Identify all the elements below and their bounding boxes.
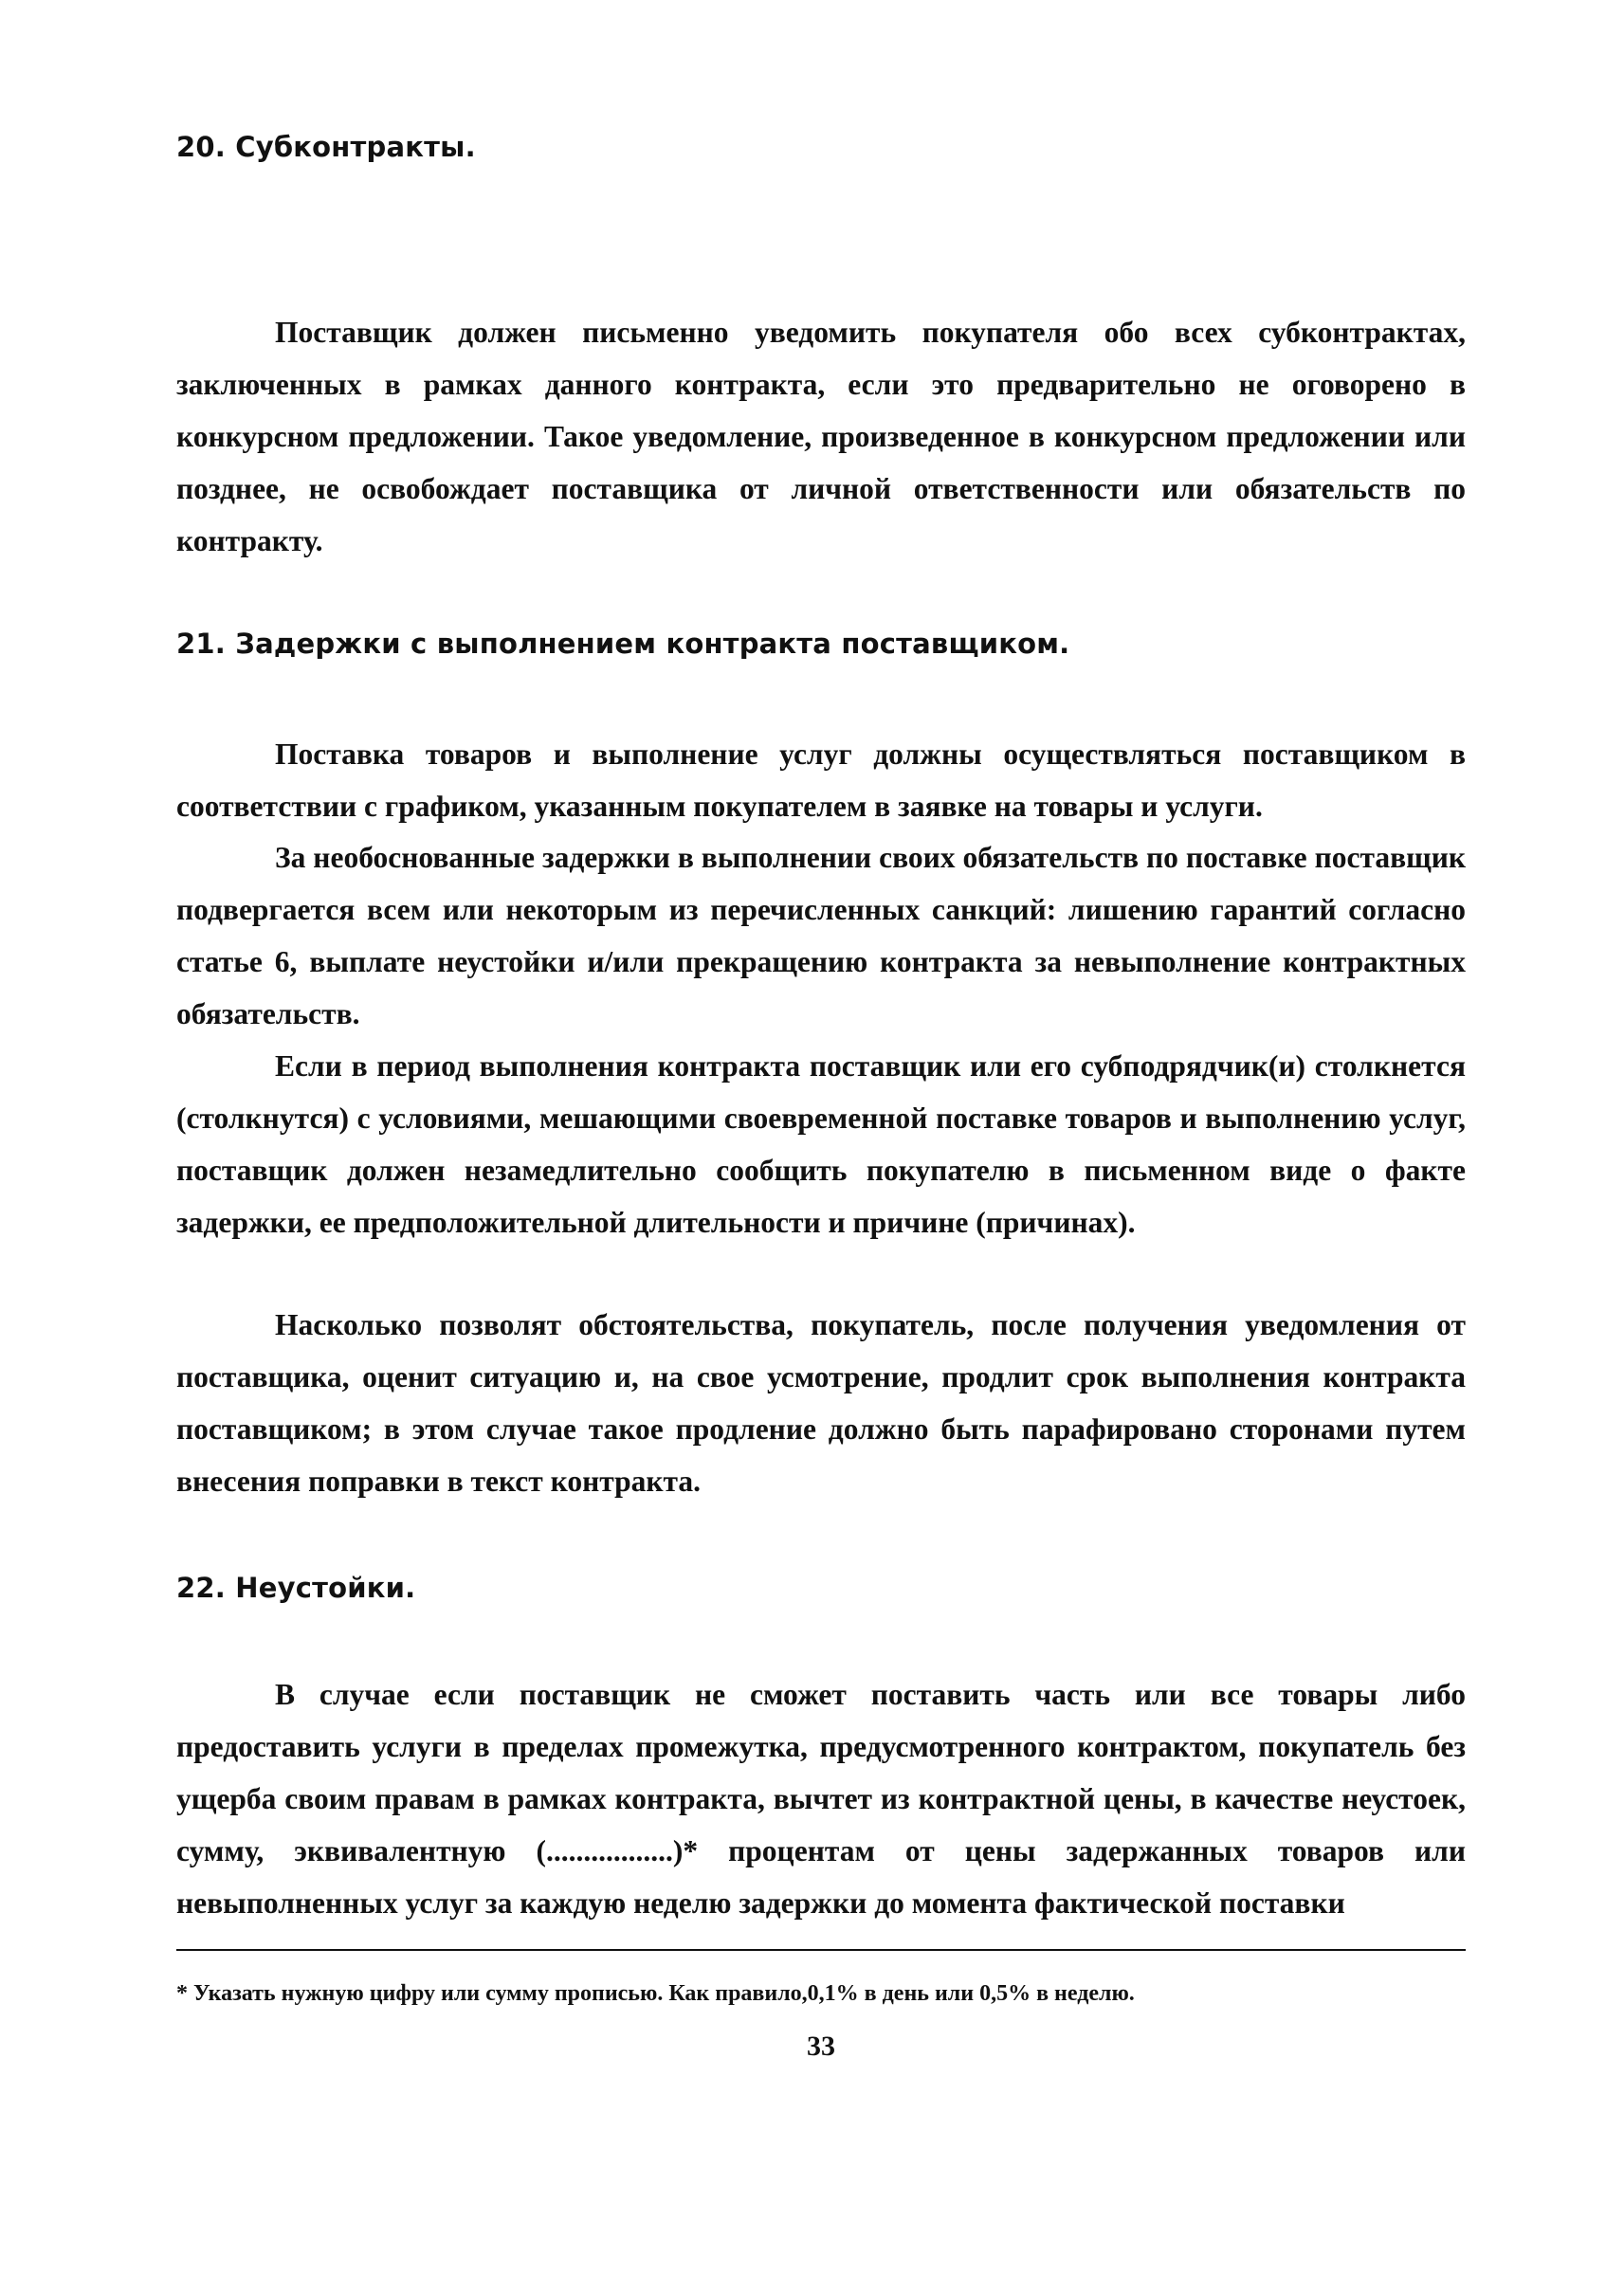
document-page <box>176 0 1466 2295</box>
section-22-heading: 22. Неустойки. <box>176 1572 416 1604</box>
section-21-heading: 21. Задержки с выполнением контракта поставщиком. <box>176 628 1070 660</box>
section-21-paragraph-4: Насколько позволят обстоятельства, покупатель, после получения уведомления от поставщика, оценит ситуацию и, на свое усмотрение, продлит срок выполнения контракта поставщиком; в этом случае такое продление должно быть парафировано сторонами путем внесения поправки в текст контракта. <box>176 1308 1466 1498</box>
section-21-paragraph-1: Поставка товаров и выполнение услуг должны осуществляться поставщиком в соответствии с графиком, указанным покупателем в заявке на товары и услуги. <box>176 738 1466 823</box>
page-number: 33 <box>807 2031 835 2062</box>
section-20-heading: 20. Субконтракты. <box>176 131 476 163</box>
section-20-paragraph-1: Поставщик должен письменно уведомить покупателя обо всех субконтрактах, заключенных в рамках данного контракта, если это предварительно не оговорено в конкурсном предложении. Такое уведомление, произведенное в конкурсном предложении или позднее, не освобождает поставщика от личной ответственности или обязательств по контракту. <box>176 316 1466 557</box>
section-21-paragraph-2: За необоснованные задержки в выполнении своих обязательств по поставке поставщик подвергается всем или некоторым из перечисленных санкций: лишению гарантий согласно статье 6, выплате неустойки и/или прекращению контракта за невыполнение контрактных обязательств. <box>176 841 1466 1030</box>
section-22-paragraph-1: В случае если поставщик не сможет поставить часть или все товары либо предоставить услуги в пределах промежутка, предусмотренного контрактом, покупатель без ущерба своим правам в рамках контракта, вычтет из контрактной цены, в качестве неустоек, сумму, эквивалентную (.................)* процентам от цены задержанных товаров или невыполненных услуг за каждую неделю задержки до момента фактической поставки <box>176 1678 1466 1920</box>
section-21-paragraph-3: Если в период выполнения контракта поставщик или его субподрядчик(и) столкнется (столкнутся) с условиями, мешающими своевременной поставке товаров и выполнению услуг, поставщик должен незамедлительно сообщить покупателю в письменном виде о факте задержки, ее предположительной длительности и причине (причинах). <box>176 1049 1466 1239</box>
footnote: * Указать нужную цифру или сумму прописью. Как правило,0,1% в день или 0,5% в неделю. <box>176 1981 1135 2006</box>
footnote-divider <box>176 1949 1466 1951</box>
